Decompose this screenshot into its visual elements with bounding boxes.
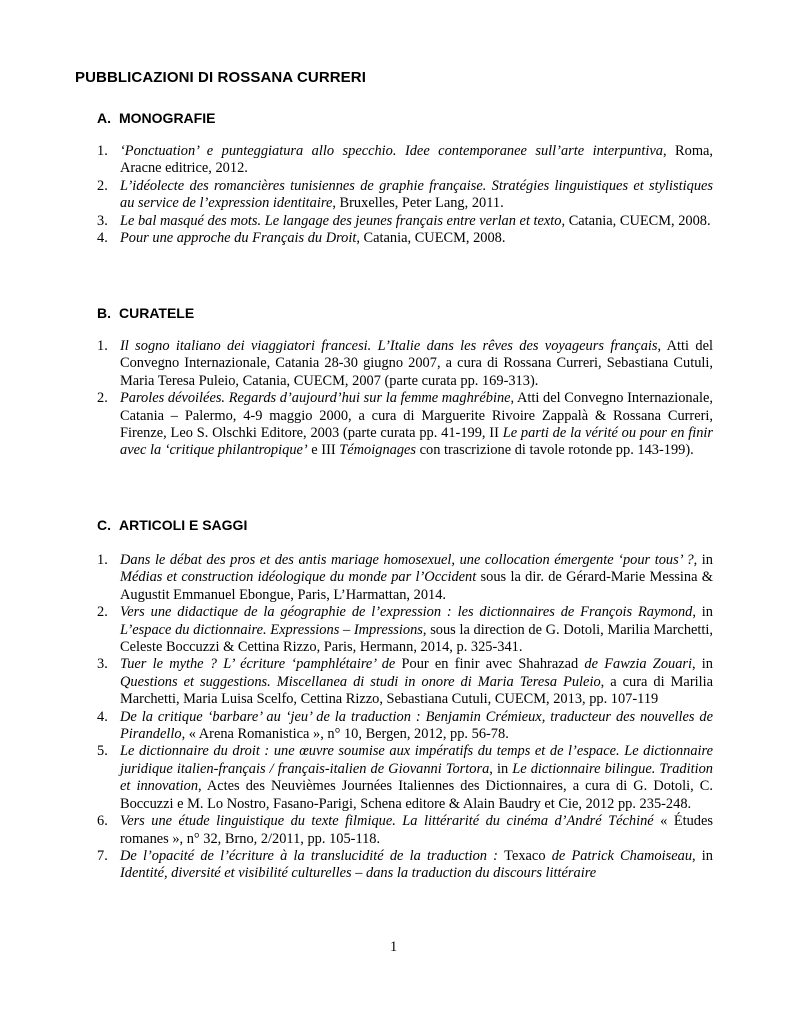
italic-title-text: Le dictionnaire du droit : une œuvre soumise aux impératifs du temps et de l’espace. Le dictionnaire juridique italien-français / français-italien de Giovanni Tortora bbox=[120, 743, 713, 777]
italic-title-text: Le bal masqué des mots. Le langage des jeunes français entre verlan et texto bbox=[120, 212, 562, 229]
list-item bbox=[97, 390, 713, 460]
page-title: PUBBLICAZIONI DI ROSSANA CURRERI bbox=[75, 69, 366, 86]
citation-text: , Catania, CUECM, 2008. bbox=[561, 212, 711, 229]
italic-title-text: Médias et construction idéologique du monde par l’Occident bbox=[120, 569, 477, 586]
citation-text: , Roma, Aracne editrice, 2012. bbox=[120, 143, 713, 177]
citation-text: , Atti del Convegno Internazionale, Catania – Palermo, 4-9 maggio 2000, a cura di Marguerite Rivoire Zappalà & Rossana Curreri, Firenze, Leo S. Olschki Editore, 2003 (parte curata pp. 41-199, II bbox=[120, 390, 714, 442]
list-item-number: 7. bbox=[97, 847, 108, 864]
list-item bbox=[97, 230, 713, 247]
citation-text: Pour en finir avec Shahrazad bbox=[401, 656, 585, 673]
section-letter: C. bbox=[97, 517, 111, 533]
section-heading-monografie bbox=[97, 110, 215, 126]
list-item-number: 3. bbox=[97, 656, 108, 673]
list-item-number: 1. bbox=[97, 143, 108, 159]
citation-text: , Bruxelles, Peter Lang, 2011. bbox=[332, 195, 504, 212]
citation-text: , in bbox=[692, 847, 714, 864]
italic-title-text: Questions et suggestions. Miscellanea di studi in onore di Maria Teresa Puleio bbox=[120, 673, 601, 690]
page-number: 1 bbox=[390, 939, 398, 955]
list-item-number: 2. bbox=[97, 604, 108, 621]
italic-title-text: L’espace du dictionnaire. Expressions – Impressions bbox=[120, 621, 423, 638]
citation-text: , in bbox=[693, 552, 714, 568]
citation-text: , « Arena Romanistica », n° 10, Bergen, 2012, pp. 56-78. bbox=[181, 726, 509, 743]
section-letter: B. bbox=[97, 305, 111, 321]
italic-title-text: Vers une didactique de la géographie de l’expression : les dictionnaires de François Raymond bbox=[120, 604, 693, 621]
section-heading-articoli bbox=[97, 517, 247, 533]
section-heading-curatele bbox=[97, 305, 194, 321]
citation-text: Texaco bbox=[504, 847, 552, 864]
list-item bbox=[97, 743, 713, 813]
italic-title-text: de Fawzia Zouari bbox=[584, 656, 692, 673]
section-title: ARTICOLI E SAGGI bbox=[119, 517, 248, 533]
list-item bbox=[97, 709, 713, 744]
list-item-number: 2. bbox=[97, 390, 108, 407]
list-item-number: 3. bbox=[97, 212, 108, 229]
list-item-number: 1. bbox=[97, 338, 108, 354]
italic-title-text: Pour une approche du Français du Droit bbox=[120, 230, 357, 247]
list-item bbox=[97, 656, 713, 708]
list-item bbox=[97, 143, 713, 178]
italic-title-text: de Patrick Chamoiseau bbox=[551, 847, 693, 864]
section-title: CURATELE bbox=[119, 305, 195, 321]
monografie-list bbox=[97, 143, 713, 247]
italic-title-text: Tuer le mythe ? L’ écriture ‘pamphlétaire’ de bbox=[120, 656, 402, 673]
italic-title-text: Paroles dévoilées. Regards d’aujourd’hui sur la femme maghrébine bbox=[120, 390, 511, 407]
citation-text: , in bbox=[489, 760, 513, 777]
list-item bbox=[97, 848, 713, 883]
citation-text: , Atti del Convegno Internazionale, Catania 28-30 giugno 2007, a cura di Rossana Curreri, Sebastiana Cutuli, Maria Teresa Puleio, Catania, CUECM, 2007 (parte curata pp. 169-313). bbox=[120, 338, 714, 389]
citation-text: , Catania, CUECM, 2008. bbox=[356, 230, 506, 247]
curatele-list bbox=[97, 338, 713, 460]
italic-title-text: L’idéolecte des romancières tunisiennes de graphie française. Stratégies linguistiques et stylistiques au service de l’expression identitaire bbox=[120, 177, 713, 212]
italic-title-text: De la critique ‘barbare’ au ‘jeu’ de la traduction : Benjamin Crémieux, traducteur des nouvelles de Pirandello bbox=[120, 708, 713, 743]
list-item bbox=[97, 552, 713, 604]
italic-title-text: Il sogno italiano dei viaggiatori francesi. L’Italie dans les rêves des voyageurs français bbox=[120, 338, 658, 354]
list-item bbox=[97, 213, 713, 230]
list-item bbox=[97, 813, 713, 848]
list-item-number: 6. bbox=[97, 813, 108, 830]
italic-title-text: De l’opacité de l’écriture à la translucidité de la traduction : bbox=[120, 847, 505, 864]
italic-title-text: Dans le débat des pros et des antis mariage homosexuel, une collocation émergente ‘pour tous’ ? bbox=[120, 552, 694, 568]
list-item bbox=[97, 338, 713, 390]
section-letter: A. bbox=[97, 110, 111, 126]
list-item bbox=[97, 604, 713, 656]
citation-text: sous la dir. de Gérard-Marie Messina & Augustit Emmanuel Ebongue, Paris, L’Harmattan, 2014. bbox=[120, 569, 713, 603]
list-item-number: 1. bbox=[97, 552, 108, 568]
citation-text: , in bbox=[692, 604, 713, 621]
italic-title-text: Le parti de la vérité ou pour en finir avec la ‘critique philantropique’ bbox=[120, 425, 713, 459]
section-title: MONOGRAFIE bbox=[119, 110, 216, 126]
citation-text: , in bbox=[692, 656, 714, 673]
italic-title-text: ‘Ponctuation’ e punteggiatura allo specchio. Idee contemporanee sull’arte interpuntiva bbox=[120, 143, 663, 159]
list-item bbox=[97, 178, 713, 213]
citation-text: , Actes des Neuvièmes Journées Italiennes des Dictionnaires, a cura di G. Dotoli, C. Boccuzzi e M. Lo Nostro, Fasano-Parigi, Schena editore & Alain Baudry et Cie, 2012 pp. 235-248. bbox=[120, 778, 713, 812]
list-item-number: 5. bbox=[97, 743, 108, 760]
citation-text: con trascrizione di tavole rotonde pp. 143-199). bbox=[416, 442, 694, 459]
citation-text: e III bbox=[307, 442, 340, 459]
italic-title-text: Vers une étude linguistique du texte filmique. La littérarité du cinéma d’André Téchiné bbox=[120, 813, 654, 830]
articoli-list bbox=[97, 552, 713, 883]
citation-text: « Études romanes », n° 32, Brno, 2/2011, pp. 105-118. bbox=[120, 813, 713, 847]
citation-text: , sous la direction de G. Dotoli, Marilia Marchetti, Celeste Boccuzzi & Cettina Rizzo, Paris, Hermann, 2014, p. 325-341. bbox=[120, 621, 713, 656]
list-item-number: 2. bbox=[97, 177, 108, 194]
list-item-number: 4. bbox=[97, 230, 108, 247]
citation-text: , a cura di Marilia Marchetti, Maria Luisa Scelfo, Cettina Rizzo, Sebastiana Cutuli, CUECM, 2013, pp. 107-119 bbox=[120, 673, 713, 708]
italic-title-text: Témoignages bbox=[339, 442, 417, 459]
italic-title-text: Le dictionnaire bilingue. Tradition et innovation bbox=[120, 760, 714, 795]
list-item-number: 4. bbox=[97, 708, 108, 725]
italic-title-text: Identité, diversité et visibilité culturelles – dans la traduction du discours littéraire bbox=[120, 865, 597, 882]
